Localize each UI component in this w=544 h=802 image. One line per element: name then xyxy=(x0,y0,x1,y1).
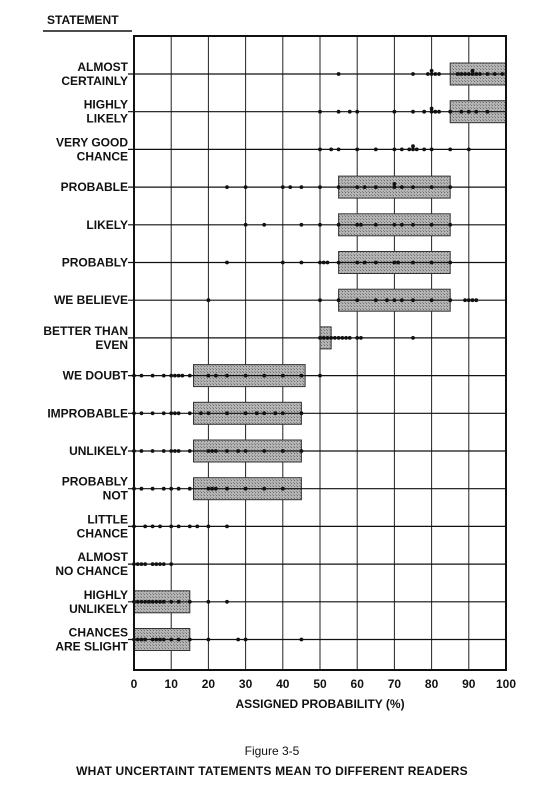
statement-label-almost-certainly-line-1: ALMOST xyxy=(77,60,128,74)
point-highly-unlikely-9 xyxy=(169,600,173,604)
point-highly-unlikely-4 xyxy=(147,600,151,604)
point-almost-certainly-14 xyxy=(478,72,482,76)
point-highly-likely-1 xyxy=(337,110,341,114)
point-unlikely-15 xyxy=(281,449,285,453)
point-chances-are-slight-2 xyxy=(140,638,144,642)
point-probably-not-11 xyxy=(244,487,248,491)
point-probable-9 xyxy=(374,185,378,189)
point-very-good-chance-13 xyxy=(448,148,452,152)
point-probable-12 xyxy=(400,185,404,189)
statement-label-highly-likely-line-1: HIGHLY xyxy=(83,97,128,112)
point-improbable-6 xyxy=(177,411,181,415)
point-almost-certainly-9 xyxy=(463,72,467,76)
point-unlikely-7 xyxy=(188,449,192,453)
point-very-good-chance-7 xyxy=(407,148,411,152)
point-probable-13 xyxy=(411,185,415,189)
point-highly-likely-13 xyxy=(467,110,471,114)
point-highly-likely-15 xyxy=(486,110,490,114)
point-improbable-15 xyxy=(281,411,285,415)
point-probably-not-3 xyxy=(162,487,166,491)
point-likely-11 xyxy=(430,223,434,227)
point-we-doubt-11 xyxy=(225,374,229,378)
response-points xyxy=(132,69,504,641)
point-better-than-even-3 xyxy=(329,336,333,340)
point-little-chance-1 xyxy=(143,525,147,529)
point-probably-13 xyxy=(430,261,434,265)
point-probably-12 xyxy=(411,261,415,265)
point-improbable-11 xyxy=(244,411,248,415)
point-highly-unlikely-12 xyxy=(207,600,211,604)
grid-lines xyxy=(171,36,469,670)
statement-label-chances-are-slight-line-1: CHANCES xyxy=(68,625,128,640)
point-we-doubt-13 xyxy=(262,374,266,378)
statement-label-likely: LIKELY xyxy=(86,217,128,232)
point-we-believe-5 xyxy=(385,298,389,302)
point-almost-no-chance-4 xyxy=(151,562,155,566)
point-unlikely-9 xyxy=(210,449,214,453)
point-better-than-even-9 xyxy=(355,336,359,340)
point-almost-certainly-0 xyxy=(337,72,341,76)
point-we-doubt-4 xyxy=(169,374,173,378)
point-likely-2 xyxy=(300,223,304,227)
point-we-believe-7 xyxy=(400,298,404,302)
point-probable-14 xyxy=(430,185,434,189)
point-we-believe-3 xyxy=(355,298,359,302)
point-highly-likely-4 xyxy=(393,110,397,114)
statement-label-probably-not-line-2: NOT xyxy=(102,488,128,503)
point-probable-4 xyxy=(300,185,304,189)
point-we-believe-2 xyxy=(337,298,341,302)
point-highly-unlikely-3 xyxy=(143,600,147,604)
statement-label-we-doubt: WE DOUBT xyxy=(62,368,128,383)
point-probably-not-7 xyxy=(207,487,211,491)
statement-label-very-good-chance-line-2: CHANCE xyxy=(76,149,128,164)
statement-label-almost-no-chance-line-2: NO CHANCE xyxy=(55,564,128,579)
point-almost-certainly-15 xyxy=(486,72,490,76)
point-highly-likely-9 xyxy=(433,110,437,114)
point-very-good-chance-10 xyxy=(415,148,419,152)
point-improbable-14 xyxy=(273,411,277,415)
point-we-doubt-15 xyxy=(300,374,304,378)
point-almost-certainly-12 xyxy=(471,69,475,73)
point-almost-no-chance-2 xyxy=(140,562,144,566)
statement-label-probably-not-line-1: PROBABLY xyxy=(61,474,128,489)
point-little-chance-9 xyxy=(225,525,229,529)
point-improbable-1 xyxy=(140,411,144,415)
point-better-than-even-4 xyxy=(333,336,337,340)
point-improbable-7 xyxy=(188,411,192,415)
point-better-than-even-8 xyxy=(348,336,352,340)
point-unlikely-5 xyxy=(173,449,177,453)
point-we-doubt-14 xyxy=(281,374,285,378)
point-probably-not-8 xyxy=(210,487,214,491)
point-almost-certainly-17 xyxy=(500,72,504,76)
point-we-believe-4 xyxy=(374,298,378,302)
point-almost-certainly-1 xyxy=(411,72,415,76)
point-highly-likely-3 xyxy=(355,110,359,114)
point-little-chance-6 xyxy=(188,525,192,529)
x-tick-label-80: 80 xyxy=(424,677,439,691)
point-probably-not-12 xyxy=(262,487,266,491)
point-highly-unlikely-13 xyxy=(225,600,229,604)
figure-title: WHAT UNCERTAINT TATEMENTS MEAN TO DIFFERENT READERS xyxy=(76,764,468,778)
point-little-chance-5 xyxy=(177,525,181,529)
point-highly-likely-12 xyxy=(459,110,463,114)
point-we-doubt-12 xyxy=(244,374,248,378)
point-probably-5 xyxy=(326,261,330,265)
point-probably-8 xyxy=(363,261,367,265)
statement-label-unlikely: UNLIKELY xyxy=(69,444,128,458)
point-chances-are-slight-4 xyxy=(151,638,155,642)
point-probably-not-5 xyxy=(177,487,181,491)
point-highly-unlikely-5 xyxy=(151,600,155,604)
point-almost-no-chance-6 xyxy=(158,562,162,566)
point-unlikely-1 xyxy=(140,449,144,453)
point-little-chance-4 xyxy=(169,525,173,529)
x-axis-label: ASSIGNED PROBABILITY (%) xyxy=(235,697,405,711)
point-improbable-10 xyxy=(225,411,229,415)
point-probable-1 xyxy=(244,185,248,189)
point-probably-6 xyxy=(337,261,341,265)
statement-label-very-good-chance-line-1: VERY GOOD xyxy=(55,135,128,150)
point-very-good-chance-12 xyxy=(430,148,434,152)
point-probably-not-13 xyxy=(281,487,285,491)
point-almost-certainly-4 xyxy=(430,69,434,73)
point-chances-are-slight-9 xyxy=(177,638,181,642)
point-highly-likely-2 xyxy=(348,110,352,114)
point-probably-not-9 xyxy=(214,487,218,491)
point-we-believe-13 xyxy=(471,298,475,302)
point-we-doubt-10 xyxy=(214,374,218,378)
x-tick-label-60: 60 xyxy=(350,677,364,691)
point-very-good-chance-6 xyxy=(400,148,404,152)
x-tick-label-40: 40 xyxy=(276,677,290,691)
statement-label-better-than-even-line-1: BETTER THAN xyxy=(43,323,128,338)
point-chances-are-slight-11 xyxy=(207,638,211,642)
statement-label-probable: PROBABLE xyxy=(60,180,128,195)
point-chances-are-slight-10 xyxy=(188,638,192,642)
point-almost-certainly-6 xyxy=(437,72,441,76)
point-almost-no-chance-1 xyxy=(136,562,140,566)
point-highly-unlikely-11 xyxy=(188,600,192,604)
point-highly-likely-10 xyxy=(437,110,441,114)
point-almost-no-chance-8 xyxy=(169,562,173,566)
point-likely-4 xyxy=(337,223,341,227)
point-we-believe-10 xyxy=(448,298,452,302)
point-we-doubt-6 xyxy=(177,374,181,378)
point-almost-certainly-13 xyxy=(474,72,478,76)
point-very-good-chance-9 xyxy=(411,144,415,148)
point-unlikely-14 xyxy=(262,449,266,453)
point-highly-likely-0 xyxy=(318,110,322,114)
point-highly-likely-11 xyxy=(448,110,452,114)
point-probably-10 xyxy=(393,261,397,265)
point-improbable-5 xyxy=(173,411,177,415)
statement-label-highly-unlikely-line-1: HIGHLY xyxy=(83,587,128,602)
point-improbable-3 xyxy=(162,411,166,415)
point-likely-9 xyxy=(400,223,404,227)
point-probably-3 xyxy=(318,261,322,265)
point-little-chance-2 xyxy=(151,525,155,529)
point-likely-3 xyxy=(318,223,322,227)
point-probably-11 xyxy=(396,261,400,265)
point-highly-unlikely-8 xyxy=(162,600,166,604)
point-unlikely-3 xyxy=(162,449,166,453)
point-better-than-even-6 xyxy=(340,336,344,340)
point-better-than-even-10 xyxy=(359,336,363,340)
point-little-chance-8 xyxy=(207,525,211,529)
x-tick-label-30: 30 xyxy=(238,677,253,691)
figure-number: Figure 3-5 xyxy=(244,744,300,758)
statement-label-better-than-even-line-2: EVEN xyxy=(95,337,128,352)
point-likely-0 xyxy=(244,223,248,227)
point-we-doubt-1 xyxy=(140,374,144,378)
point-we-doubt-2 xyxy=(151,374,155,378)
point-very-good-chance-5 xyxy=(393,148,397,152)
point-probably-0 xyxy=(225,261,229,265)
point-highly-unlikely-2 xyxy=(140,600,144,604)
point-probably-not-6 xyxy=(188,487,192,491)
point-improbable-8 xyxy=(199,411,203,415)
point-chances-are-slight-12 xyxy=(236,638,240,642)
point-highly-likely-8 xyxy=(430,107,434,111)
point-probably-4 xyxy=(322,261,326,265)
point-probable-6 xyxy=(337,185,341,189)
point-unlikely-4 xyxy=(169,449,173,453)
point-better-than-even-2 xyxy=(326,336,330,340)
point-highly-unlikely-10 xyxy=(177,600,181,604)
point-we-believe-11 xyxy=(463,298,467,302)
statement-label-we-believe: WE BELIEVE xyxy=(53,293,128,308)
point-unlikely-6 xyxy=(177,449,181,453)
point-unlikely-11 xyxy=(225,449,229,453)
point-little-chance-3 xyxy=(158,525,162,529)
point-we-doubt-5 xyxy=(173,374,177,378)
statement-label-highly-unlikely-line-2: UNLIKELY xyxy=(69,601,128,616)
point-improbable-12 xyxy=(255,411,259,415)
point-we-doubt-8 xyxy=(188,374,192,378)
point-almost-certainly-2 xyxy=(426,72,430,76)
point-we-believe-14 xyxy=(474,298,478,302)
point-probably-not-10 xyxy=(225,487,229,491)
point-probable-0 xyxy=(225,185,229,189)
x-tick-labels xyxy=(131,677,517,691)
statement-label-almost-certainly-line-2: CERTAINLY xyxy=(61,74,128,88)
point-likely-10 xyxy=(411,223,415,227)
point-very-good-chance-14 xyxy=(467,148,471,152)
point-probably-not-4 xyxy=(169,487,173,491)
point-chances-are-slight-8 xyxy=(169,638,173,642)
x-tick-label-0: 0 xyxy=(130,677,138,691)
point-better-than-even-11 xyxy=(411,336,415,340)
point-highly-likely-14 xyxy=(474,110,478,114)
point-chances-are-slight-13 xyxy=(244,638,248,642)
x-tick-label-90: 90 xyxy=(462,677,476,691)
point-better-than-even-5 xyxy=(337,336,341,340)
point-probably-14 xyxy=(448,261,452,265)
point-chances-are-slight-7 xyxy=(162,638,166,642)
point-almost-certainly-10 xyxy=(467,72,471,76)
point-probably-9 xyxy=(374,261,378,265)
point-probable-8 xyxy=(363,185,367,189)
point-highly-likely-6 xyxy=(422,110,426,114)
point-almost-certainly-16 xyxy=(493,72,497,76)
x-tick-label-20: 20 xyxy=(201,677,216,691)
point-likely-6 xyxy=(359,223,363,227)
point-better-than-even-1 xyxy=(322,336,326,340)
point-likely-5 xyxy=(355,223,359,227)
point-probably-not-2 xyxy=(151,487,155,491)
point-highly-unlikely-7 xyxy=(158,600,162,604)
point-very-good-chance-3 xyxy=(355,148,359,152)
point-unlikely-10 xyxy=(214,449,218,453)
point-we-believe-0 xyxy=(207,298,211,302)
point-improbable-2 xyxy=(151,411,155,415)
point-almost-certainly-5 xyxy=(433,72,437,76)
point-probable-2 xyxy=(281,185,285,189)
point-likely-7 xyxy=(374,223,378,227)
point-almost-no-chance-7 xyxy=(162,562,166,566)
point-unlikely-8 xyxy=(207,449,211,453)
x-tick-label-100: 100 xyxy=(495,677,517,691)
point-likely-12 xyxy=(448,223,452,227)
point-very-good-chance-2 xyxy=(337,148,341,152)
statement-label-little-chance-line-2: CHANCE xyxy=(76,526,128,541)
point-unlikely-2 xyxy=(151,449,155,453)
point-probable-15 xyxy=(448,185,452,189)
point-probable-11 xyxy=(393,182,397,186)
statement-label-probably: PROBABLY xyxy=(61,255,128,270)
point-highly-likely-5 xyxy=(411,110,415,114)
statement-rows xyxy=(128,74,506,640)
point-almost-certainly-7 xyxy=(456,72,460,76)
statement-label-little-chance-line-1: LITTLE xyxy=(87,512,128,527)
point-we-believe-1 xyxy=(318,298,322,302)
statement-label-improbable: IMPROBABLE xyxy=(47,406,128,421)
point-almost-no-chance-5 xyxy=(154,562,158,566)
point-probably-7 xyxy=(355,261,359,265)
point-very-good-chance-0 xyxy=(318,148,322,152)
x-tick-label-50: 50 xyxy=(313,677,327,691)
x-tick-label-10: 10 xyxy=(164,677,178,691)
point-chances-are-slight-1 xyxy=(136,638,140,642)
point-little-chance-7 xyxy=(195,525,199,529)
point-improbable-13 xyxy=(262,411,266,415)
point-chances-are-slight-6 xyxy=(158,638,162,642)
point-improbable-16 xyxy=(300,411,304,415)
point-probably-2 xyxy=(300,261,304,265)
point-better-than-even-7 xyxy=(344,336,348,340)
x-tick-label-70: 70 xyxy=(387,677,402,691)
point-very-good-chance-11 xyxy=(422,148,426,152)
point-highly-unlikely-1 xyxy=(136,600,140,604)
point-chances-are-slight-14 xyxy=(300,638,304,642)
point-probable-5 xyxy=(318,185,322,189)
point-we-doubt-16 xyxy=(318,374,322,378)
statement-label-almost-no-chance-line-1: ALMOST xyxy=(77,550,128,565)
point-we-doubt-9 xyxy=(207,374,211,378)
point-improbable-9 xyxy=(207,411,211,415)
point-unlikely-13 xyxy=(244,449,248,453)
point-we-believe-12 xyxy=(467,298,471,302)
point-better-than-even-0 xyxy=(318,336,322,340)
statement-label-chances-are-slight-line-2: ARE SLIGHT xyxy=(55,639,128,654)
point-we-doubt-7 xyxy=(180,374,184,378)
point-very-good-chance-1 xyxy=(329,148,333,152)
point-we-believe-8 xyxy=(411,298,415,302)
statement-label-highly-likely-line-2: LIKELY xyxy=(86,111,128,126)
point-very-good-chance-4 xyxy=(374,148,378,152)
point-chances-are-slight-5 xyxy=(154,638,158,642)
point-chances-are-slight-3 xyxy=(143,638,147,642)
point-almost-certainly-8 xyxy=(459,72,463,76)
point-improbable-4 xyxy=(169,411,173,415)
point-unlikely-16 xyxy=(300,449,304,453)
point-probable-7 xyxy=(355,185,359,189)
point-we-believe-9 xyxy=(430,298,434,302)
statement-labels xyxy=(43,60,128,654)
point-probably-not-1 xyxy=(140,487,144,491)
point-we-doubt-3 xyxy=(162,374,166,378)
point-probably-1 xyxy=(281,261,285,265)
point-highly-unlikely-6 xyxy=(154,600,158,604)
point-almost-no-chance-3 xyxy=(143,562,147,566)
point-likely-8 xyxy=(393,223,397,227)
point-we-believe-6 xyxy=(393,298,397,302)
point-likely-1 xyxy=(262,223,266,227)
statement-column-header: STATEMENT xyxy=(47,13,119,27)
point-unlikely-12 xyxy=(236,449,240,453)
point-probable-3 xyxy=(288,185,292,189)
